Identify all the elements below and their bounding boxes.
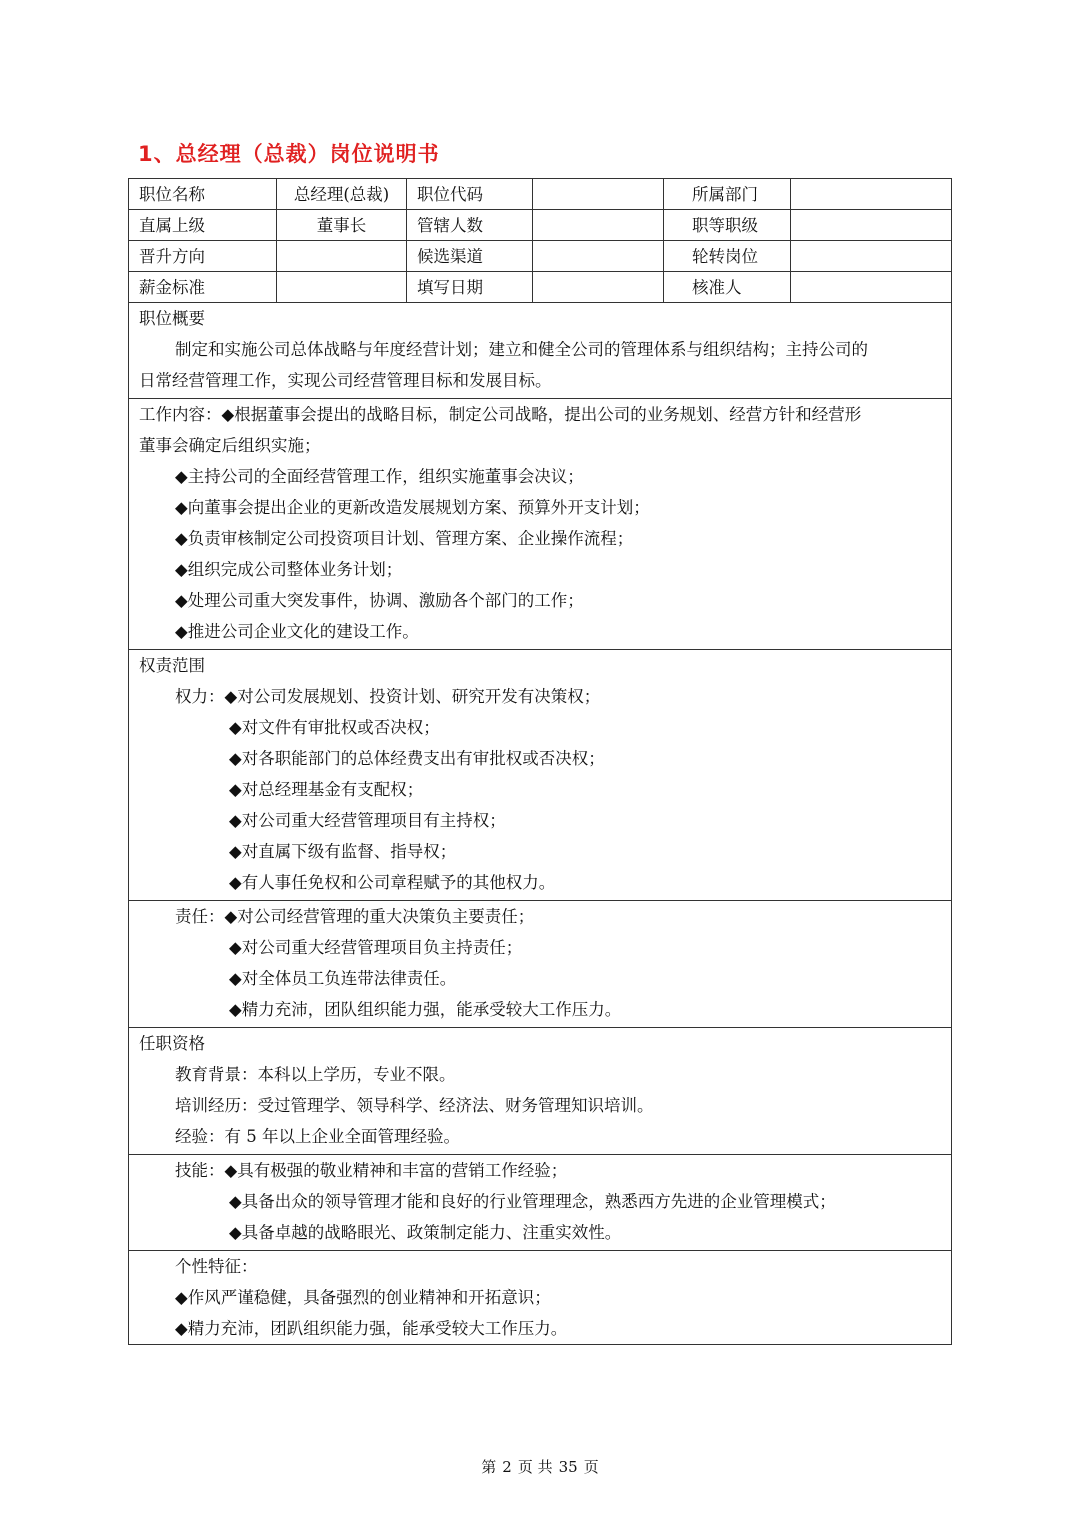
list-item: ◆对各职能部门的总体经费支出有审批权或否决权； (229, 749, 605, 768)
list-item: ◆精力充沛，团趴组织能力强，能承受较大工作压力。 (175, 1319, 568, 1338)
section-heading: 任职资格 (139, 1034, 205, 1053)
qualification-section (129, 1028, 951, 1155)
list-item: ◆具备出众的领导管理才能和良好的行业管理理念，熟悉西方先进的企业管理模式； (229, 1192, 836, 1211)
list-item: ◆有人事任免权和公司章程赋予的其他权力。 (229, 873, 556, 892)
list-item: ◆对公司重大经营管理项目负主持责任； (229, 938, 523, 957)
list-item: ◆推进公司企业文化的建设工作。 (175, 622, 419, 641)
overview-paragraph (129, 334, 951, 396)
cell-value (791, 241, 951, 272)
overview-section (129, 303, 951, 399)
list-item: ◆处理公司重大突发事件，协调、激励各个部门的工作； (175, 591, 584, 610)
job-description-table (128, 178, 952, 1345)
authority-power-section (129, 650, 951, 901)
list-item: ◆具备卓越的战略眼光、政策制定能力、注重实效性。 (229, 1223, 622, 1242)
personality-section (129, 1251, 951, 1344)
info-grid (129, 179, 951, 303)
cell-label: 候选渠道 (407, 241, 533, 272)
list-item: ◆作风严谨稳健，具备强烈的创业精神和开拓意识； (175, 1288, 551, 1307)
list-item: ◆对全体员工负连带法律责任。 (229, 969, 457, 988)
cell-value: 总经理(总裁) (277, 179, 407, 210)
cell-label: 职位代码 (407, 179, 533, 210)
work-line: 董事会确定后组织实施； (139, 436, 321, 455)
work-line: 工作内容：◆根据董事会提出的战略目标，制定公司战略，提出公司的业务规划、经营方针和经营形 (139, 405, 862, 424)
list-item: ◆对公司重大经营管理项目有主持权； (229, 811, 506, 830)
cell-label: 晋升方向 (129, 241, 277, 272)
cell-label: 填写日期 (407, 272, 533, 303)
page-number: 2 (502, 1458, 512, 1476)
authority-responsibility-section (129, 901, 951, 1028)
list-item: 权力：◆对公司发展规划、投资计划、研究开发有决策权； (175, 687, 601, 706)
total-pages: 35 (558, 1458, 578, 1476)
page-title: 1、总经理（总裁）岗位说明书 (138, 142, 440, 166)
cell-value (277, 272, 407, 303)
cell-label: 管辖人数 (407, 210, 533, 241)
skills-section (129, 1155, 951, 1251)
list-item: ◆对直属下级有监督、指导权； (229, 842, 457, 861)
footer-prefix: 第 (481, 1458, 497, 1476)
cell-label: 职位名称 (129, 179, 277, 210)
cell-value (791, 210, 951, 241)
footer-suffix: 页 (583, 1458, 599, 1476)
overview-line: 日常经营管理工作，实现公司经营管理目标和发展目标。 (139, 371, 552, 390)
training-line: 培训经历：受过管理学、领导科学、经济法、财务管理知识培训。 (175, 1096, 654, 1115)
section-heading: 职位概要 (139, 309, 205, 328)
cell-value (791, 272, 951, 303)
overview-line: 制定和实施公司总体战略与年度经营计划；建立和健全公司的管理体系与组织结构；主持公司的 (175, 340, 868, 359)
cell-label: 直属上级 (129, 210, 277, 241)
list-item: ◆组织完成公司整体业务计划； (175, 560, 403, 579)
list-item: ◆主持公司的全面经营管理工作，组织实施董事会决议； (175, 467, 584, 486)
list-item: ◆精力充沛，团队组织能力强，能承受较大工作压力。 (229, 1000, 622, 1019)
cell-label: 轮转岗位 (664, 241, 791, 272)
work-section (129, 399, 951, 650)
cell-label: 所属部门 (664, 179, 791, 210)
list-item: ◆向董事会提出企业的更新改造发展规划方案、预算外开支计划； (175, 498, 650, 517)
cell-label: 薪金标准 (129, 272, 277, 303)
cell-value (533, 241, 664, 272)
list-item: ◆对文件有审批权或否决权； (229, 718, 440, 737)
cell-value (533, 272, 664, 303)
section-heading: 个性特征： (175, 1257, 258, 1276)
cell-value (533, 179, 664, 210)
page-footer (0, 1456, 1080, 1477)
cell-label: 核准人 (664, 272, 791, 303)
list-item: 技能：◆具有极强的敬业精神和丰富的营销工作经验； (175, 1161, 568, 1180)
list-item: 责任：◆对公司经营管理的重大决策负主要责任； (175, 907, 535, 926)
list-item: ◆负责审核制定公司投资项目计划、管理方案、企业操作流程； (175, 529, 634, 548)
cell-value (791, 179, 951, 210)
education-line: 教育背景：本科以上学历，专业不限。 (175, 1065, 456, 1084)
cell-value (533, 210, 664, 241)
footer-middle: 页 共 (517, 1458, 553, 1476)
cell-label: 职等职级 (664, 210, 791, 241)
section-heading: 权责范围 (139, 656, 205, 675)
cell-value: 董事长 (277, 210, 407, 241)
list-item: ◆对总经理基金有支配权； (229, 780, 424, 799)
cell-value (277, 241, 407, 272)
experience-line: 经验：有 5 年以上企业全面管理经验。 (175, 1127, 460, 1146)
